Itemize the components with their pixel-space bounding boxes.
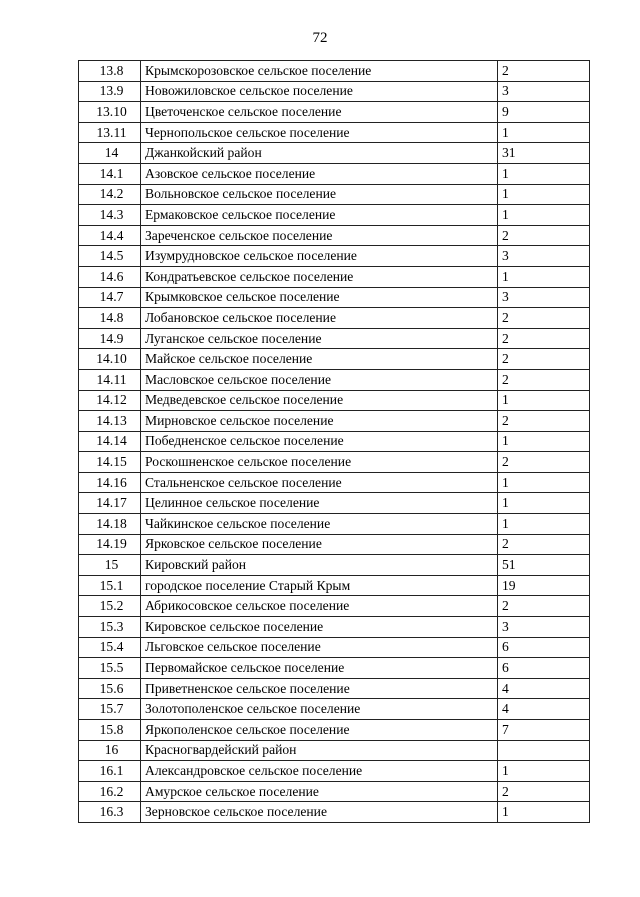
settlement-name: Азовское сельское поселение <box>141 163 498 184</box>
settlement-name: Зареченское сельское поселение <box>141 225 498 246</box>
settlement-name: Чайкинское сельское поселение <box>141 514 498 535</box>
table-row <box>79 678 590 699</box>
table-row <box>79 720 590 741</box>
settlement-count: 1 <box>498 431 590 452</box>
table-row <box>79 555 590 576</box>
row-number: 15.6 <box>79 678 141 699</box>
settlement-name: Новожиловское сельское поселение <box>141 81 498 102</box>
table-row <box>79 246 590 267</box>
row-number: 14.5 <box>79 246 141 267</box>
settlement-count: 1 <box>498 122 590 143</box>
settlement-name: Чернопольское сельское поселение <box>141 122 498 143</box>
row-number: 14.6 <box>79 266 141 287</box>
table-row <box>79 452 590 473</box>
table-row <box>79 596 590 617</box>
settlements-table <box>78 60 590 823</box>
row-number: 15 <box>79 555 141 576</box>
settlement-name: Роскошненское сельское поселение <box>141 452 498 473</box>
row-number: 14.14 <box>79 431 141 452</box>
settlement-name: Изумрудновское сельское поселение <box>141 246 498 267</box>
settlement-count: 2 <box>498 534 590 555</box>
row-number: 16 <box>79 740 141 761</box>
settlement-count: 1 <box>498 184 590 205</box>
row-number: 14 <box>79 143 141 164</box>
table-row <box>79 658 590 679</box>
settlement-count: 19 <box>498 575 590 596</box>
table-row <box>79 617 590 638</box>
settlement-count: 1 <box>498 514 590 535</box>
row-number: 14.9 <box>79 328 141 349</box>
row-number: 15.5 <box>79 658 141 679</box>
settlement-count: 2 <box>498 781 590 802</box>
settlement-count: 2 <box>498 225 590 246</box>
settlement-count: 6 <box>498 658 590 679</box>
row-number: 15.2 <box>79 596 141 617</box>
settlement-name: Льговское сельское поселение <box>141 637 498 658</box>
settlement-name: Ермаковское сельское поселение <box>141 205 498 226</box>
table-row <box>79 102 590 123</box>
row-number: 14.1 <box>79 163 141 184</box>
row-number: 14.12 <box>79 390 141 411</box>
settlement-name: Майское сельское поселение <box>141 349 498 370</box>
settlement-name: Стальненское сельское поселение <box>141 472 498 493</box>
settlement-count: 1 <box>498 493 590 514</box>
settlement-count: 1 <box>498 205 590 226</box>
table-row <box>79 184 590 205</box>
row-number: 15.3 <box>79 617 141 638</box>
settlement-name: Первомайское сельское поселение <box>141 658 498 679</box>
table-row <box>79 225 590 246</box>
settlement-name: Целинное сельское поселение <box>141 493 498 514</box>
table-row <box>79 740 590 761</box>
settlement-count: 2 <box>498 452 590 473</box>
settlement-count: 31 <box>498 143 590 164</box>
row-number: 14.16 <box>79 472 141 493</box>
row-number: 14.13 <box>79 411 141 432</box>
settlement-name: Кировский район <box>141 555 498 576</box>
settlement-name: Луганское сельское поселение <box>141 328 498 349</box>
table-row <box>79 61 590 82</box>
settlement-count: 1 <box>498 761 590 782</box>
settlement-count: 2 <box>498 369 590 390</box>
settlement-count: 3 <box>498 287 590 308</box>
row-number: 14.3 <box>79 205 141 226</box>
settlement-name: Вольновское сельское поселение <box>141 184 498 205</box>
table-row <box>79 699 590 720</box>
row-number: 13.11 <box>79 122 141 143</box>
settlement-name: городское поселение Старый Крым <box>141 575 498 596</box>
row-number: 15.1 <box>79 575 141 596</box>
table-row <box>79 514 590 535</box>
table-row <box>79 349 590 370</box>
table-row <box>79 163 590 184</box>
settlement-count: 2 <box>498 328 590 349</box>
settlement-count: 9 <box>498 102 590 123</box>
settlement-name: Яркополенское сельское поселение <box>141 720 498 741</box>
row-number: 15.4 <box>79 637 141 658</box>
settlement-name: Цветоченское сельское поселение <box>141 102 498 123</box>
table-row <box>79 390 590 411</box>
table-row <box>79 431 590 452</box>
settlement-count: 3 <box>498 246 590 267</box>
settlement-name: Крымковское сельское поселение <box>141 287 498 308</box>
row-number: 14.17 <box>79 493 141 514</box>
row-number: 15.8 <box>79 720 141 741</box>
settlement-count: 1 <box>498 266 590 287</box>
settlement-name: Золотополенское сельское поселение <box>141 699 498 720</box>
settlement-name: Кондратьевское сельское поселение <box>141 266 498 287</box>
table-row <box>79 575 590 596</box>
table-row <box>79 802 590 823</box>
table-row <box>79 637 590 658</box>
settlement-count: 6 <box>498 637 590 658</box>
table-row <box>79 308 590 329</box>
settlement-count: 4 <box>498 678 590 699</box>
table-row <box>79 328 590 349</box>
row-number: 16.2 <box>79 781 141 802</box>
settlement-name: Лобановское сельское поселение <box>141 308 498 329</box>
settlement-count: 1 <box>498 802 590 823</box>
row-number: 14.7 <box>79 287 141 308</box>
settlement-name: Ярковское сельское поселение <box>141 534 498 555</box>
row-number: 13.10 <box>79 102 141 123</box>
table-row <box>79 534 590 555</box>
settlement-name: Медведевское сельское поселение <box>141 390 498 411</box>
settlement-name: Джанкойский район <box>141 143 498 164</box>
settlement-name: Крымскорозовское сельское поселение <box>141 61 498 82</box>
table-row <box>79 143 590 164</box>
row-number: 13.9 <box>79 81 141 102</box>
row-number: 14.8 <box>79 308 141 329</box>
row-number: 14.18 <box>79 514 141 535</box>
row-number: 14.11 <box>79 369 141 390</box>
settlement-name: Абрикосовское сельское поселение <box>141 596 498 617</box>
table-row <box>79 266 590 287</box>
table-row <box>79 369 590 390</box>
settlement-count: 2 <box>498 61 590 82</box>
settlement-name: Победненское сельское поселение <box>141 431 498 452</box>
settlement-name: Амурское сельское поселение <box>141 781 498 802</box>
table-row <box>79 781 590 802</box>
table-row <box>79 205 590 226</box>
settlement-count: 2 <box>498 349 590 370</box>
settlement-count: 3 <box>498 81 590 102</box>
settlement-count: 2 <box>498 411 590 432</box>
table-row <box>79 761 590 782</box>
table-row <box>79 493 590 514</box>
settlement-count: 4 <box>498 699 590 720</box>
table-row <box>79 81 590 102</box>
row-number: 14.10 <box>79 349 141 370</box>
settlement-count: 3 <box>498 617 590 638</box>
settlement-name: Красногвардейский район <box>141 740 498 761</box>
settlement-count: 7 <box>498 720 590 741</box>
settlement-count: 51 <box>498 555 590 576</box>
settlement-count <box>498 740 590 761</box>
settlement-name: Приветненское сельское поселение <box>141 678 498 699</box>
row-number: 14.4 <box>79 225 141 246</box>
settlement-count: 2 <box>498 596 590 617</box>
settlement-count: 1 <box>498 472 590 493</box>
row-number: 14.19 <box>79 534 141 555</box>
page-number: 72 <box>312 30 328 46</box>
row-number: 15.7 <box>79 699 141 720</box>
settlement-count: 1 <box>498 163 590 184</box>
settlement-name: Масловское сельское поселение <box>141 369 498 390</box>
row-number: 16.3 <box>79 802 141 823</box>
row-number: 13.8 <box>79 61 141 82</box>
settlement-name: Кировское сельское поселение <box>141 617 498 638</box>
table-body <box>79 61 590 823</box>
settlement-name: Мирновское сельское поселение <box>141 411 498 432</box>
table-row <box>79 472 590 493</box>
settlement-name: Зерновское сельское поселение <box>141 802 498 823</box>
table-row <box>79 287 590 308</box>
settlement-name: Александровское сельское поселение <box>141 761 498 782</box>
table-row <box>79 411 590 432</box>
row-number: 14.15 <box>79 452 141 473</box>
row-number: 14.2 <box>79 184 141 205</box>
settlement-count: 1 <box>498 390 590 411</box>
settlement-count: 2 <box>498 308 590 329</box>
table-row <box>79 122 590 143</box>
row-number: 16.1 <box>79 761 141 782</box>
